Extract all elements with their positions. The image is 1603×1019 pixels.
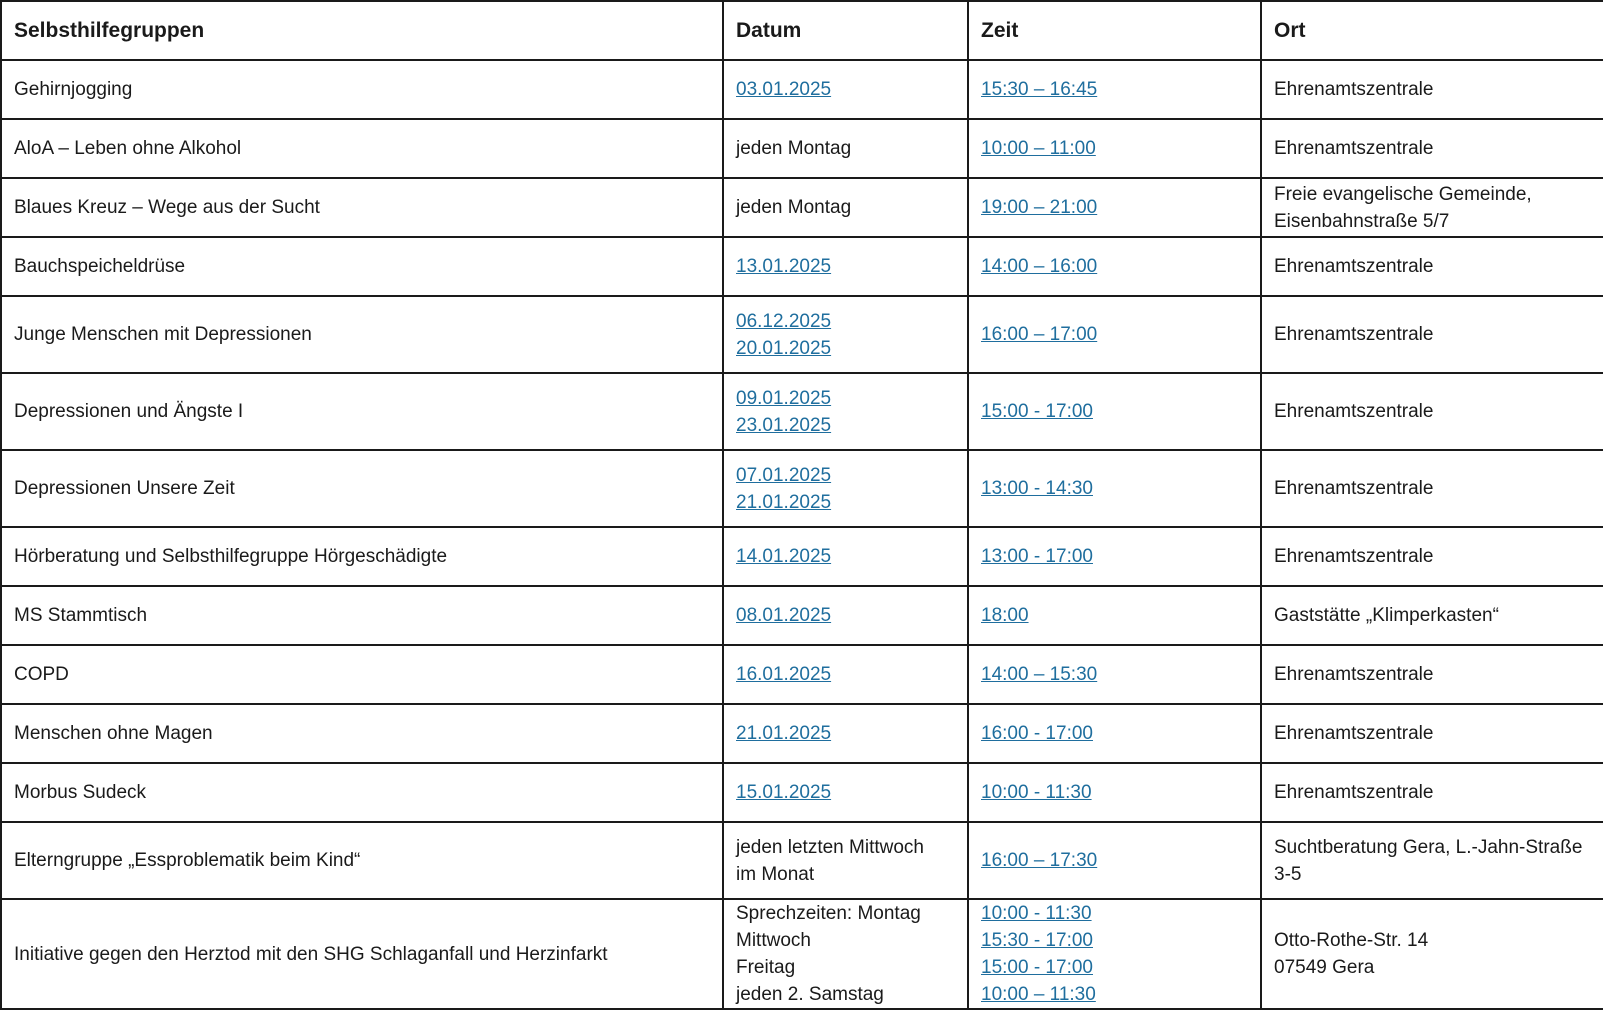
header-groups: Selbsthilfegruppen xyxy=(1,1,723,60)
time-link[interactable]: 15:30 – 16:45 xyxy=(981,79,1098,100)
time-link[interactable]: 13:00 - 17:00 xyxy=(981,546,1093,567)
time-cell xyxy=(968,178,1261,237)
table-row xyxy=(1,645,1603,704)
date-cell xyxy=(723,899,968,1009)
time-link[interactable]: 14:00 – 16:00 xyxy=(981,256,1098,277)
place-cell xyxy=(1261,450,1603,527)
table-row xyxy=(1,586,1603,645)
place-line: Ehrenamtszentrale xyxy=(1274,324,1434,345)
place-cell xyxy=(1261,645,1603,704)
time-link[interactable]: 10:00 - 11:30 xyxy=(981,903,1092,924)
place-line: 07549 Gera xyxy=(1274,957,1375,978)
time-link[interactable]: 16:00 - 17:00 xyxy=(981,723,1093,744)
group-name-cell: Initiative gegen den Herztod mit den SHG Schlaganfall und Herzinfarkt xyxy=(1,899,723,1009)
date-link[interactable]: 21.01.2025 xyxy=(736,491,832,513)
place-line: Ehrenamtszentrale xyxy=(1274,723,1434,744)
date-cell xyxy=(723,60,968,119)
place-line: Suchtberatung Gera, L.-Jahn-Straße xyxy=(1274,836,1583,858)
date-text: jeden 2. Samstag xyxy=(736,984,884,1005)
date-cell xyxy=(723,178,968,237)
group-name-cell: Hörberatung und Selbsthilfegruppe Hörgeschädigte xyxy=(1,527,723,586)
date-link[interactable]: 23.01.2025 xyxy=(736,414,832,436)
time-link[interactable]: 13:00 - 14:30 xyxy=(981,478,1093,499)
time-link[interactable]: 15:00 - 17:00 xyxy=(981,957,1093,978)
table-row xyxy=(1,373,1603,450)
date-link[interactable]: 07.01.2025 xyxy=(736,464,832,486)
date-link[interactable]: 13.01.2025 xyxy=(736,256,832,277)
group-name-cell: Depressionen und Ängste I xyxy=(1,373,723,450)
place-line: Gaststätte „Klimperkasten“ xyxy=(1274,605,1499,626)
time-link[interactable]: 14:00 – 15:30 xyxy=(981,664,1098,685)
time-link[interactable]: 15:00 - 17:00 xyxy=(981,401,1093,422)
place-cell xyxy=(1261,119,1603,178)
date-link[interactable]: 14.01.2025 xyxy=(736,546,832,567)
place-line: Ehrenamtszentrale xyxy=(1274,546,1434,567)
table-row xyxy=(1,763,1603,822)
date-text: im Monat xyxy=(736,863,815,885)
group-name-cell: Bauchspeicheldrüse xyxy=(1,237,723,296)
group-name-cell: Depressionen Unsere Zeit xyxy=(1,450,723,527)
table-row xyxy=(1,60,1603,119)
group-name-cell: Junge Menschen mit Depressionen xyxy=(1,296,723,373)
place-line: Eisenbahnstraße 5/7 xyxy=(1274,210,1450,232)
time-link[interactable]: 18:00 xyxy=(981,605,1029,626)
table-row xyxy=(1,899,1603,1009)
time-cell xyxy=(968,763,1261,822)
table-row xyxy=(1,450,1603,527)
time-link[interactable]: 10:00 – 11:30 xyxy=(981,984,1096,1005)
date-cell xyxy=(723,119,968,178)
date-link[interactable]: 03.01.2025 xyxy=(736,79,832,100)
place-line: Ehrenamtszentrale xyxy=(1274,79,1434,100)
header-place: Ort xyxy=(1261,1,1603,60)
date-link[interactable]: 06.12.2025 xyxy=(736,310,832,332)
date-cell xyxy=(723,373,968,450)
date-text: Mittwoch xyxy=(736,930,811,951)
table-row xyxy=(1,527,1603,586)
time-cell xyxy=(968,586,1261,645)
date-cell xyxy=(723,763,968,822)
place-line: Ehrenamtszentrale xyxy=(1274,782,1434,803)
date-link[interactable]: 16.01.2025 xyxy=(736,664,832,685)
place-line: Ehrenamtszentrale xyxy=(1274,138,1434,159)
place-cell xyxy=(1261,373,1603,450)
place-cell xyxy=(1261,899,1603,1009)
group-name-cell: Menschen ohne Magen xyxy=(1,704,723,763)
place-cell xyxy=(1261,237,1603,296)
date-text: jeden Montag xyxy=(736,197,852,218)
date-cell xyxy=(723,704,968,763)
date-text: Sprechzeiten: Montag xyxy=(736,903,921,924)
time-cell xyxy=(968,119,1261,178)
date-cell xyxy=(723,586,968,645)
table-row xyxy=(1,296,1603,373)
time-link[interactable]: 16:00 – 17:30 xyxy=(981,850,1098,871)
date-cell xyxy=(723,296,968,373)
time-cell xyxy=(968,822,1261,899)
group-name-cell: Morbus Sudeck xyxy=(1,763,723,822)
place-line: Ehrenamtszentrale xyxy=(1274,478,1434,499)
time-cell xyxy=(968,645,1261,704)
table-body xyxy=(1,60,1603,1009)
header-date: Datum xyxy=(723,1,968,60)
place-line: Ehrenamtszentrale xyxy=(1274,401,1434,422)
time-cell xyxy=(968,296,1261,373)
time-cell xyxy=(968,60,1261,119)
group-name-cell: MS Stammtisch xyxy=(1,586,723,645)
date-text: jeden Montag xyxy=(736,138,852,159)
time-cell xyxy=(968,450,1261,527)
date-cell xyxy=(723,527,968,586)
table-row xyxy=(1,237,1603,296)
place-cell xyxy=(1261,296,1603,373)
date-link[interactable]: 15.01.2025 xyxy=(736,782,832,803)
date-cell xyxy=(723,450,968,527)
date-cell xyxy=(723,645,968,704)
table-row xyxy=(1,704,1603,763)
group-name-cell: COPD xyxy=(1,645,723,704)
table-row xyxy=(1,119,1603,178)
group-name-cell: Elterngruppe „Essproblematik beim Kind“ xyxy=(1,822,723,899)
time-link[interactable]: 10:00 – 11:00 xyxy=(981,138,1096,159)
place-cell xyxy=(1261,527,1603,586)
time-cell xyxy=(968,527,1261,586)
place-cell xyxy=(1261,60,1603,119)
place-cell xyxy=(1261,704,1603,763)
group-name-cell: AloA – Leben ohne Alkohol xyxy=(1,119,723,178)
place-cell xyxy=(1261,178,1603,237)
place-line: 3-5 xyxy=(1274,863,1302,885)
time-cell xyxy=(968,899,1261,1009)
place-line: Ehrenamtszentrale xyxy=(1274,664,1434,685)
date-text: jeden letzten Mittwoch xyxy=(736,836,924,858)
time-link[interactable]: 16:00 – 17:00 xyxy=(981,324,1098,345)
group-name-cell: Blaues Kreuz – Wege aus der Sucht xyxy=(1,178,723,237)
place-cell xyxy=(1261,822,1603,899)
date-cell xyxy=(723,237,968,296)
table-row xyxy=(1,178,1603,237)
time-cell xyxy=(968,373,1261,450)
date-cell xyxy=(723,822,968,899)
time-cell xyxy=(968,237,1261,296)
group-name-cell: Gehirnjogging xyxy=(1,60,723,119)
table-header-row xyxy=(1,1,1603,60)
date-link[interactable]: 08.01.2025 xyxy=(736,605,832,626)
time-link[interactable]: 15:30 - 17:00 xyxy=(981,930,1093,951)
header-time: Zeit xyxy=(968,1,1261,60)
table-row xyxy=(1,822,1603,899)
place-cell xyxy=(1261,586,1603,645)
date-link[interactable]: 20.01.2025 xyxy=(736,337,832,359)
time-link[interactable]: 10:00 - 11:30 xyxy=(981,782,1092,803)
place-line: Ehrenamtszentrale xyxy=(1274,256,1434,277)
time-cell xyxy=(968,704,1261,763)
date-link[interactable]: 09.01.2025 xyxy=(736,387,832,409)
place-line: Otto-Rothe-Str. 14 xyxy=(1274,930,1429,951)
place-line: Freie evangelische Gemeinde, xyxy=(1274,183,1532,205)
place-cell xyxy=(1261,763,1603,822)
date-link[interactable]: 21.01.2025 xyxy=(736,723,832,744)
date-text: Freitag xyxy=(736,957,796,978)
time-link[interactable]: 19:00 – 21:00 xyxy=(981,197,1098,218)
